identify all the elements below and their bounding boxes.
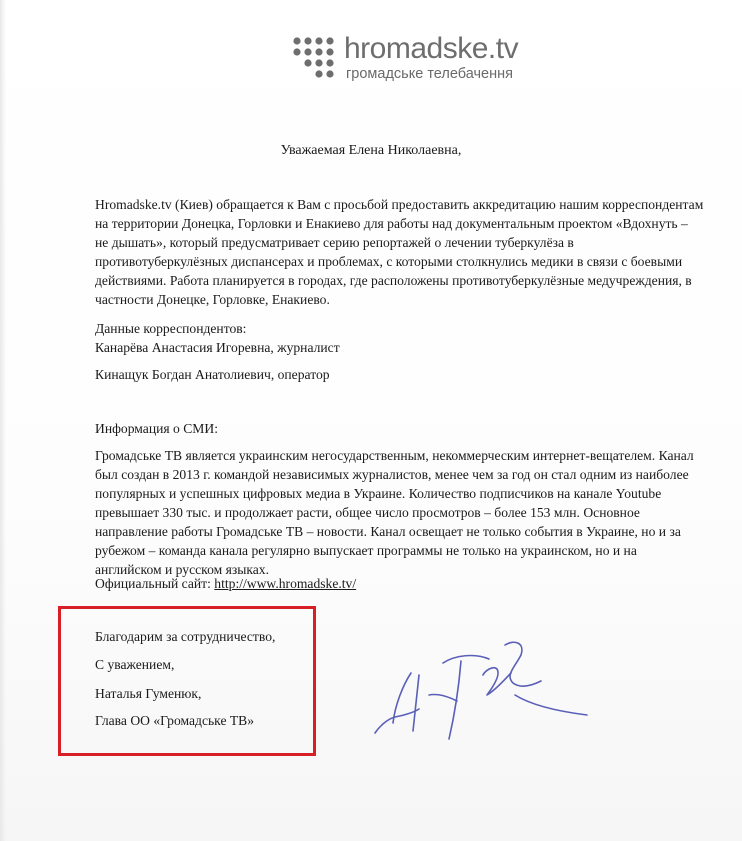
correspondent-item: Кинащук Богдан Анатолиевич, оператор [95, 367, 330, 382]
request-line: противотуберкулёзных диспансерах и проблемах, с которыми столкнулись медики в связи с боевыми [95, 254, 683, 269]
closing-regards: С уважением, [95, 657, 175, 672]
letterhead-logo [292, 32, 532, 88]
website-label: Официальный сайт: [95, 576, 215, 591]
media-info-line: направление работы Громадське ТВ – новости. Канал освещает не только события в Украине, но и за [95, 524, 681, 539]
media-info-line: был создан в 2013 г. командой независимых журналистов, менее чем за год он стал одним из наиболее [95, 467, 689, 482]
request-line: частности Донецке, Горловке, Енакиево. [95, 292, 330, 307]
website-link[interactable]: http://www.hromadske.tv/ [214, 576, 357, 591]
media-info-line: Громадське ТВ является украинским негосударственным, некоммерческим интернет-вещателем. Канал [95, 448, 694, 463]
request-line: Hromadske.tv (Киев) обращается к Вам с просьбой предоставить аккредитацию нашим корреспондентам [95, 197, 704, 212]
closing-thanks: Благодарим за сотрудничество, [95, 629, 276, 644]
website-row [95, 575, 695, 594]
logo-dots-icon [292, 36, 338, 84]
media-info-line: превышает 330 тыс. и продолжает расти, общее число просмотров – более 153 млн. Основное [95, 505, 640, 520]
media-info-line: английском и русском языках. [95, 562, 270, 577]
request-line: не дышать», который предусматривает серию репортажей о лечении туберкулёза в [95, 235, 574, 250]
correspondent-item: Канарёва Анастасия Игоревна, журналист [95, 340, 340, 355]
media-info-line: популярных и успешных цифровых медиа в Украине. Количество подписчиков на канале Youtube [95, 486, 662, 501]
media-info-heading: Информация о СМИ: [95, 421, 218, 436]
request-line: на территории Донецка, Горловки и Енакиево для работы над документальным проектом «Вдохнуть – [95, 216, 688, 231]
correspondents-heading: Данные корреспондентов: [95, 321, 247, 336]
greeting: Уважаемая Елена Николаевна, [280, 143, 462, 158]
request-line: действиями. Работа планируется в городах, где расположены противотуберкулёзные медучреждения, в [95, 273, 692, 288]
signer-title: Глава ОО «Громадське ТВ» [95, 713, 255, 728]
signer-name: Наталья Гуменюк, [95, 686, 202, 701]
media-info-line: рубежом – команда канала регулярно выпускает программы не только на украинском, но и на [95, 543, 637, 558]
handwritten-signature [365, 635, 595, 745]
brand-name: hromadske.tv [344, 32, 519, 65]
brand-subtitle: громадське телебачення [346, 66, 513, 82]
